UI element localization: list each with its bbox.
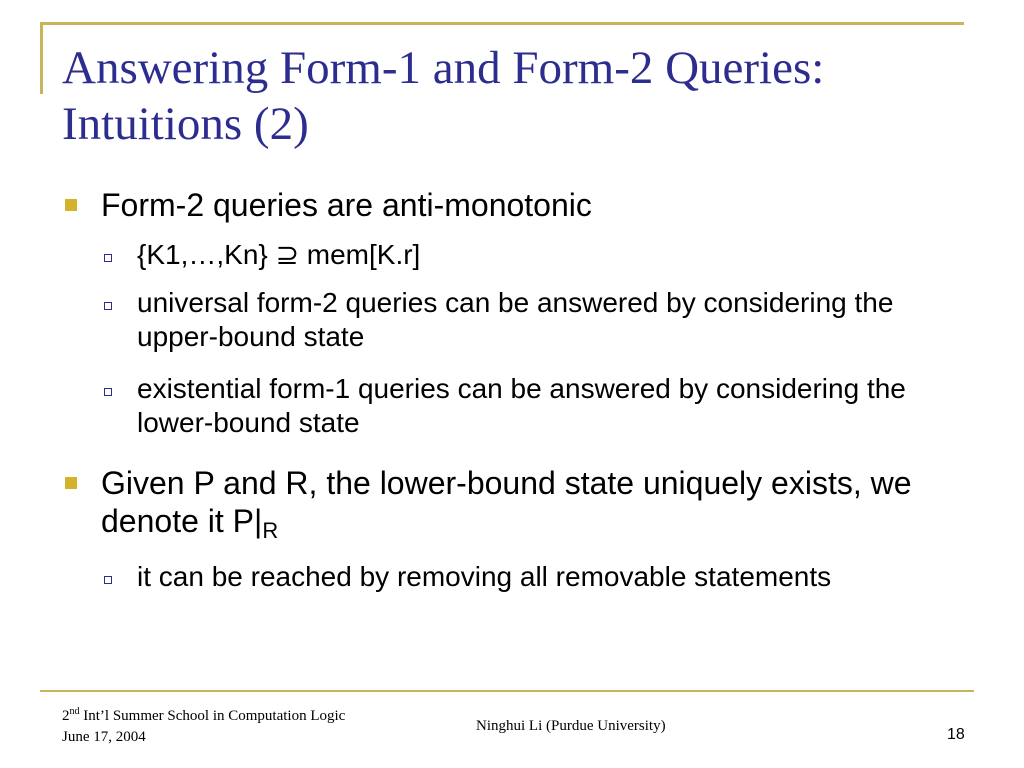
sub-bullet-1-3 xyxy=(137,372,937,440)
left-rule xyxy=(40,22,43,94)
bullet-2-subscript: R xyxy=(262,518,279,543)
bottom-rule xyxy=(40,690,974,692)
bullet-2-text: Given P and R, the lower-bound state uniquely exists, we denote it P| xyxy=(101,465,912,539)
hollow-square-bullet-icon xyxy=(104,576,112,584)
sub-bullet-1-2-text: universal form-2 queries can be answered by considering the upper-bound state xyxy=(137,287,894,352)
slide-title xyxy=(62,40,962,152)
hollow-square-bullet-icon xyxy=(104,254,112,262)
footer-date: June 17, 2004 xyxy=(62,729,146,745)
footer-conference xyxy=(62,706,345,748)
footer-conf-rest: Int’l Summer School in Computation Logic xyxy=(79,708,346,724)
footer-conference-name xyxy=(62,706,345,727)
slide-title-line-2: Intuitions (2) xyxy=(62,98,309,150)
hollow-square-bullet-icon xyxy=(104,302,112,310)
bullet-1-text: Form-2 queries are anti-monotonic xyxy=(101,187,592,223)
sub-bullet-2-1 xyxy=(137,560,937,594)
bullet-1 xyxy=(101,186,961,224)
footer-conf-num: 2 xyxy=(62,708,70,724)
square-bullet-icon xyxy=(65,199,77,211)
sub-bullet-1-1 xyxy=(137,238,937,272)
hollow-square-bullet-icon xyxy=(104,388,112,396)
sub-bullet-2-1-text: it can be reached by removing all removable statements xyxy=(137,561,832,592)
slide-number: 18 xyxy=(947,726,965,743)
sub-bullet-1-3-text: existential form-1 queries can be answered by considering the lower-bound state xyxy=(137,373,906,438)
slide-title-line-1: Answering Form-1 and Form-2 Queries: xyxy=(62,42,825,94)
sub-bullet-1-1-text: {K1,…,Kn} ⊇ mem[K.r] xyxy=(137,239,421,270)
footer-conf-sup: nd xyxy=(69,706,80,717)
bullet-2 xyxy=(101,464,961,550)
sub-bullet-1-2 xyxy=(137,286,937,354)
footer-author: Ninghui Li (Purdue University) xyxy=(476,718,666,734)
square-bullet-icon xyxy=(65,477,77,489)
top-rule xyxy=(40,22,964,25)
